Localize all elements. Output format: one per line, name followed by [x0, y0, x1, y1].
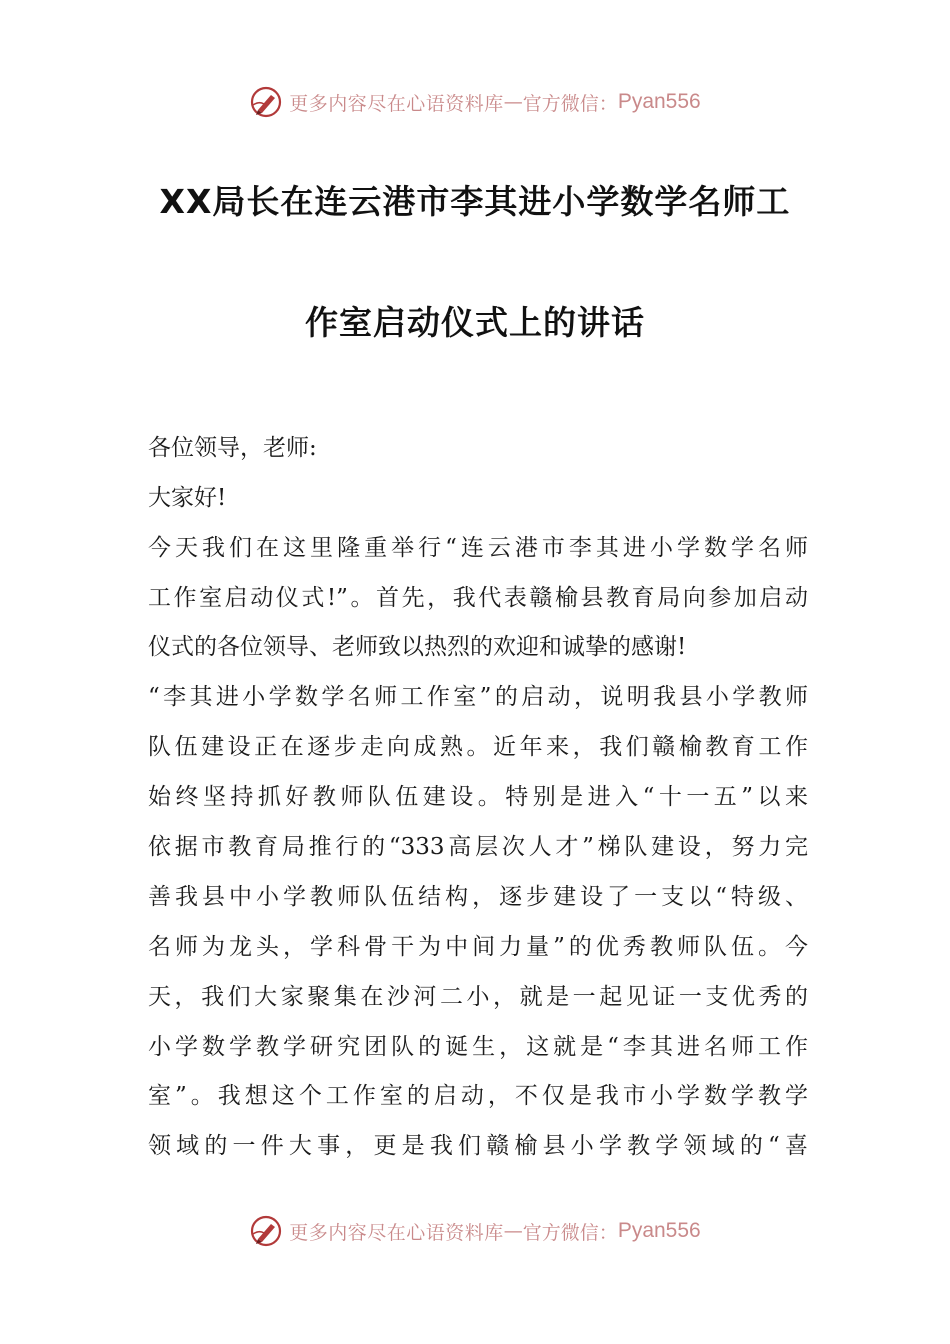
body-line: 始终坚持抓好教师队伍建设。特别是进入“十一五”以来: [148, 784, 808, 810]
banner-main-text: 更多内容尽在心语资料库: [289, 1221, 504, 1244]
body-line: 名师为龙头，学科骨干为中间力量”的优秀教师队伍。今: [148, 934, 808, 960]
body-line: 室”。我想这个工作室的启动，不仅是我市小学数学教学: [148, 1083, 808, 1109]
body-line: 各位领导，老师:: [148, 435, 317, 461]
body-line: 小学数学教学研究团队的诞生，这就是“李其进名师工作: [148, 1034, 808, 1060]
body-line: 天，我们大家聚集在沙河二小，就是一起见证一支优秀的: [148, 984, 808, 1010]
body-line: 善我县中小学教师队伍结构，逐步建设了一支以“特级、: [148, 884, 808, 910]
body-line: 队伍建设正在逐步走向成熟。近年来，我们赣榆教育工作: [148, 734, 808, 760]
banner-wechat-id: Pyan556: [617, 1219, 701, 1242]
body-line: 工作室启动仪式!”。首先，我代表赣榆县教育局向参加启动: [148, 585, 808, 611]
body-line: 领域的一件大事，更是我们赣榆县小学教学领域的“喜: [148, 1133, 808, 1159]
banner-main-text: 更多内容尽在心语资料库: [289, 92, 504, 115]
banner-separator: —: [503, 1220, 523, 1242]
body-line: 大家好!: [148, 485, 227, 511]
pen-logo-icon: [249, 85, 283, 119]
footer-banner: [0, 1211, 950, 1251]
banner-separator: —: [503, 91, 523, 113]
body-line: 仪式的各位领导、老师致以热烈的欢迎和诚挚的感谢!: [148, 634, 687, 660]
banner-wechat-label: 官方微信：: [522, 1221, 618, 1244]
header-banner: [0, 82, 950, 122]
banner-wechat-id: Pyan556: [617, 90, 701, 113]
banner-wechat-label: 官方微信：: [522, 92, 618, 115]
document-title-line-2: 作室启动仪式上的讲话: [305, 303, 645, 342]
body-line: 依据市教育局推行的“333高层次人才”梯队建设，努力完: [148, 834, 808, 860]
pen-logo-icon: [249, 1214, 283, 1248]
body-line: “李其进小学数学名师工作室”的启动，说明我县小学教师: [148, 684, 808, 710]
document-title-line-1: XX局长在连云港市李其进小学数学名师工: [159, 182, 791, 221]
body-line: 今天我们在这里隆重举行“连云港市李其进小学数学名师: [148, 535, 808, 561]
